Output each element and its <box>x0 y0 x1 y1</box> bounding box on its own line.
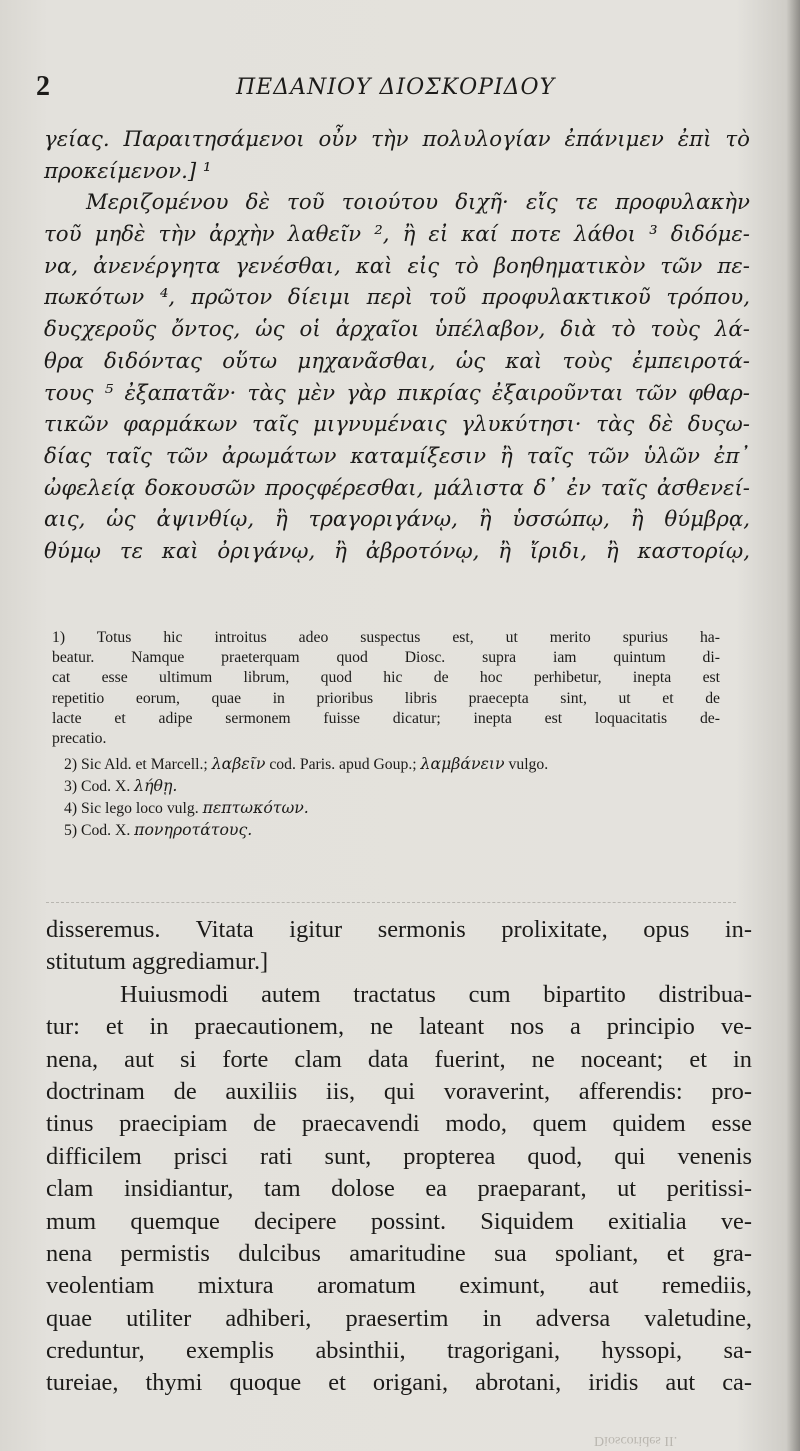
latin-line: clam insidiantur, tam dolose ea praeparant, ut peritissi- <box>46 1175 752 1203</box>
greek-line: τους ⁵ ἐξαπατᾶν· τὰς μὲν γὰρ πικρίας ἐξαιροῦνται τῶν φθαρ- <box>44 380 750 406</box>
greek-line: τοῦ μηδὲ τὴν ἀρχὴν λαθεῖν ², ἢ εἰ καί ποτε λάθοι ³ διδόμε- <box>44 222 750 248</box>
latin-line: tureiae, thymi quoque et origani, abrotani, iridis aut ca- <box>46 1369 752 1397</box>
footnote-text: 4) Sic lego loco vulg. <box>64 800 199 818</box>
footnote-line: repetitio eorum, quae in prioribus libris praecepta sint, ut et de <box>52 689 720 707</box>
latin-line: nena, aut si forte clam data fuerint, ne noceant; et in <box>46 1045 752 1073</box>
footnote-4 <box>52 797 720 819</box>
latin-line: tinus praecipiam de praecavendi modo, quem quidem esse <box>46 1110 752 1138</box>
footnote-line: 1) Totus hic introitus adeo suspectus est, ut merito spurius ha- <box>52 629 720 646</box>
footnote-text: cod. Paris. apud Goup.; <box>269 756 417 774</box>
footnote-text: 3) Cod. X. <box>64 778 131 796</box>
greek-line: θύμῳ τε καὶ ὀριγάνῳ, ἢ ἀβροτόνῳ, ἢ ἴριδι, ἢ καστορίῳ, <box>44 538 750 564</box>
greek-line: γείας. Παραιτησάμενοι οὖν τὴν πολυλογίαν ἐπάνιμεν ἐπὶ τὸ <box>44 127 750 152</box>
greek-line: δίας ταῖς τῶν ἀρωμάτων καταμίξεσιν ἢ ταῖς τῶν ὑλῶν ἐπ᾽ <box>44 443 750 469</box>
greek-line: αις, ὡς ἀψινθίῳ, ἢ τραγοριγάνῳ, ἢ ὑσσώπῳ, ἢ θύμβρᾳ, <box>44 507 750 533</box>
footnote-line: beatur. Namque praeterquam quod Diosc. supra iam quintum di- <box>52 649 720 667</box>
latin-line: disseremus. Vitata igitur sermonis prolixitate, opus in- <box>46 916 752 943</box>
greek-line: να, ἀνενέργητα γενέσθαι, καὶ εἰς τὸ βοηθηματικὸν τῶν πε- <box>44 253 750 279</box>
greek-line: πωκότων ⁴, πρῶτον δίειμι περὶ τοῦ προφυλακτικοῦ τρόπου, <box>44 285 750 311</box>
latin-line: mum quemque decipere possint. Siquidem exitialia ve- <box>46 1207 752 1235</box>
book-gutter <box>786 0 800 1451</box>
footnote-greek: λαβεῖν <box>211 754 266 774</box>
latin-line: doctrinam de auxiliis iis, qui voraverint, afferendis: pro- <box>46 1077 752 1105</box>
footnote-text: 2) Sic Ald. et Marcell.; <box>64 756 208 774</box>
greek-line: ὠφελείᾳ δοκουσῶν προςφέρεσθαι, μάλιστα δ᾽ ἐν ταῖς ἀσθενεί- <box>44 475 750 501</box>
running-head: ΠΕΔΑΝΙΟΥ ΔΙΟΣΚΟΡΙΔΟΥ <box>236 75 556 100</box>
latin-line: creduntur, exemplis absinthii, tragorigani, hyssopi, sa- <box>46 1337 752 1365</box>
footnote-greek: λήθῃ. <box>134 776 178 796</box>
page-header <box>36 72 756 102</box>
latin-line: stitutum aggrediamur.] <box>46 948 269 976</box>
footnote-5 <box>52 819 720 841</box>
greek-line: προκείμενον.] ¹ <box>44 158 212 184</box>
latin-line: tur: et in praecautionem, ne lateant nos a principio ve- <box>46 1013 752 1041</box>
section-divider <box>46 902 736 903</box>
footnote-text: vulgo. <box>508 756 549 774</box>
greek-line: θρα διδόντας οὕτω μηχανᾶσθαι, ὡς καὶ τοὺς ἐμπειροτά- <box>44 348 750 374</box>
footnote-greek: πονηροτάτους. <box>134 820 253 840</box>
footnote-greek: πεπτωκότων. <box>202 798 309 818</box>
footnote-line: lacte et adipe sermonem fuisse dicatur; inepta est loquacitatis de- <box>52 709 720 727</box>
latin-line: quae utiliter adhiberi, praesertim in adversa valetudine, <box>46 1304 752 1332</box>
footnote-3 <box>52 775 720 797</box>
page-number: 2 <box>36 71 50 102</box>
greek-line: δυςχεροῦς ὄντος, ὡς οἱ ἀρχαῖοι ὑπέλαβον, διὰ τὸ τοὺς λά- <box>44 317 750 343</box>
greek-text-block <box>44 124 750 568</box>
footnote-2 <box>52 753 720 775</box>
latin-line: nena permistis dulcibus amaritudine sua spoliant, et gra- <box>46 1239 752 1267</box>
footnotes <box>52 628 720 841</box>
latin-line: veolentiam mixtura aromatum eximunt, aut remediis, <box>46 1272 752 1300</box>
greek-line: τικῶν φαρμάκων ταῖς μιγνυμέναις γλυκύτησι· τὰς δὲ δυςω- <box>44 412 750 438</box>
show-through-signature: Dioscorides II. <box>594 1433 678 1448</box>
footnote-greek: λαμβάνειν <box>420 754 505 774</box>
footnote-line: precatio. <box>52 729 107 747</box>
greek-line: Μεριζομένου δὲ τοῦ τοιούτου διχῆ· εἴς τε προφυλακὴν <box>86 190 750 216</box>
latin-line: difficilem prisci rati sunt, propterea quod, qui venenis <box>46 1142 752 1170</box>
latin-line: Huiusmodi autem tractatus cum bipartito distribua- <box>120 980 752 1008</box>
footnote-line: cat esse ultimum librum, quod hic de hoc perhibetur, inepta est <box>52 669 720 687</box>
latin-text-block <box>46 914 752 1400</box>
footnote-text: 5) Cod. X. <box>64 822 131 840</box>
